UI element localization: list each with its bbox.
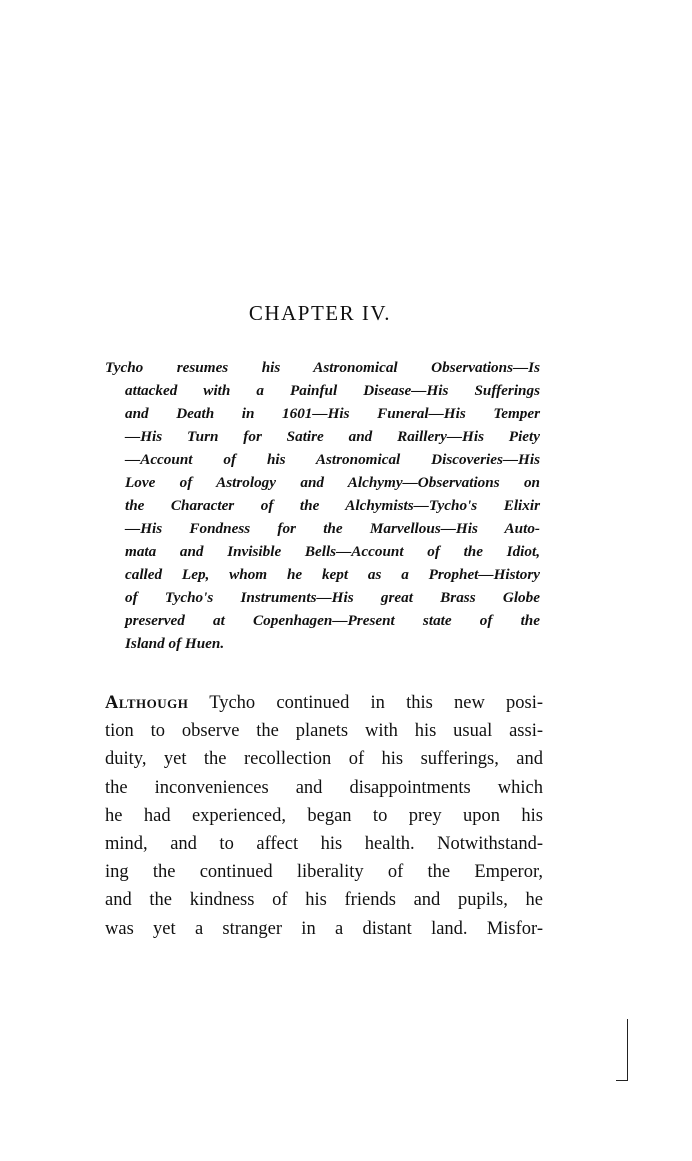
summary-line: the Character of the Alchymists—Tycho's Elixir xyxy=(125,497,540,514)
body-line: was yet a stranger in a distant land. Misfor- xyxy=(105,918,543,939)
summary-line: of Tycho's Instruments—His great Brass Globe xyxy=(125,589,540,606)
body-line: he had experienced, began to prey upon his xyxy=(105,805,543,826)
body-line: the inconveniences and disappointments which xyxy=(105,777,543,798)
summary-line: mata and Invisible Bells—Account of the Idiot, xyxy=(125,543,540,560)
body-paragraph xyxy=(105,689,543,943)
chapter-title: CHAPTER IV. xyxy=(248,301,392,325)
summary-line: called Lep, whom he kept as a Prophet—History xyxy=(125,566,540,583)
summary-line: —Account of his Astronomical Discoveries—His xyxy=(125,451,540,468)
summary-line: Love of Astrology and Alchymy—Observations on xyxy=(125,474,540,491)
summary-line: attacked with a Painful Disease—His Sufferings xyxy=(125,382,540,399)
body-line: ing the continued liberality of the Emperor, xyxy=(105,862,543,883)
summary-line: preserved at Copenhagen—Present state of the xyxy=(125,612,540,629)
body-line: tion to observe the planets with his usual assi- xyxy=(105,721,543,742)
body-line: and the kindness of his friends and pupils, he xyxy=(105,890,543,911)
summary-line: —His Fondness for the Marvellous—His Auto- xyxy=(125,520,540,537)
scan-corner-mark xyxy=(616,1019,628,1081)
first-line-text: Tycho continued in this new posi- xyxy=(188,693,543,713)
chapter-summary xyxy=(105,356,540,655)
summary-line: Island of Huen. xyxy=(125,635,225,652)
opening-word: Although xyxy=(105,693,189,713)
summary-line: and Death in 1601—His Funeral—His Temper xyxy=(125,405,540,422)
body-line: mind, and to affect his health. Notwithstand- xyxy=(105,833,543,854)
body-line: duity, yet the recollection of his sufferings, and xyxy=(105,749,543,770)
summary-line: —His Turn for Satire and Raillery—His Piety xyxy=(125,428,540,445)
summary-line: Tycho resumes his Astronomical Observations—Is xyxy=(105,359,540,376)
body-line-first xyxy=(105,689,543,717)
